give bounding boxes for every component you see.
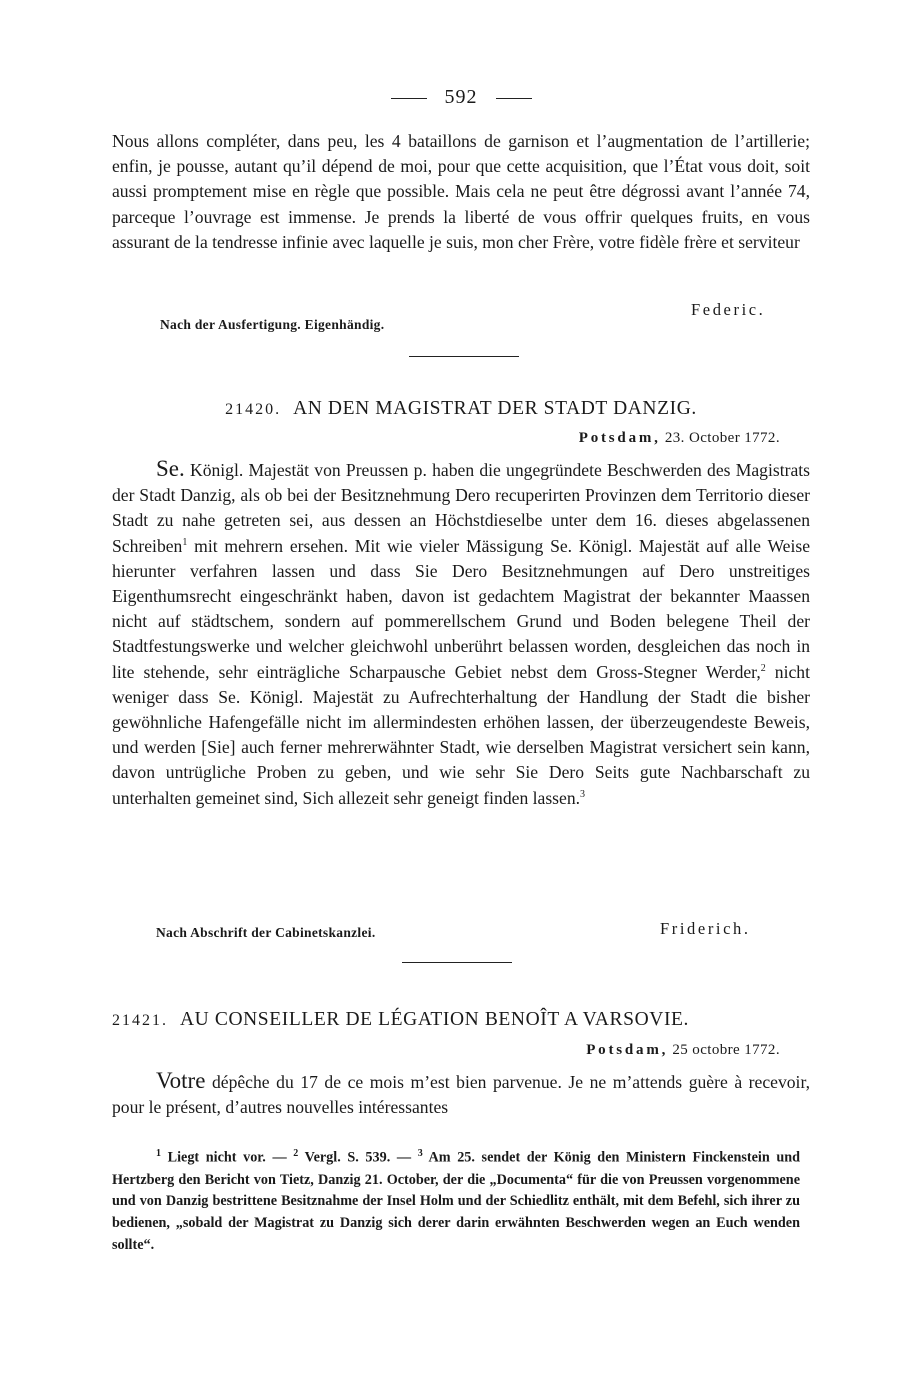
previous-letter-source: Nach der Ausfertigung. Eigenhändig. [160,317,385,332]
letter-21421-heading [112,1009,810,1031]
footnotes [112,1143,800,1257]
letter-21421-date: 25 octobre 1772. [672,1042,780,1058]
letter-21421-initial: Votre [156,1068,206,1093]
page-number-dash-left [391,98,427,99]
letter-21421-text: dépêche du 17 de ce mois m’est bien parvenue. Je ne m’attends guère à recevoir, pour le présent, d’autres nouvelles intéressantes [112,1072,810,1118]
footnote-1-text: Liegt nicht vor. — [167,1149,287,1166]
letter-21420-signature: Friderich. [660,919,751,938]
letter-21420-dateline [579,430,780,447]
footnote-3-text: Am 25. sendet der König den Ministern Finckenstein und Hertzberg den Bericht von Tietz, Danzig 21. October, der die „Documenta“ für die von Preussen vorgenommene und von Danzig bestrittene Besitznahme der Insel Holm und der Schiedlitz enthält, mit dem Befehl, sich ihrer zu bedienen, „sobald der Magistrat zu Danzig sich derer darin erwähnten Beschwerden wegen an Euch wenden sollte“. [112,1149,801,1253]
letter-21420-text-1: Königl. Majestät von Preussen p. haben die ungegründete Beschwerden des Magistrats der Stadt Danzig, als ob bei der Besitznehmung Dero recuperirten Provinzen dem Territorio dieser Stadt zu nahe getreten sei, aus dessen an Höchstdieselbe unter dem 16. dieses abgelassenen Schreiben [112,460,810,556]
separator-rule-1 [409,356,519,357]
footnote-1-number: 1 [156,1148,161,1159]
letter-21420-initial: Se. [156,456,185,481]
letter-21420-text-3: nicht weniger dass Se. Königl. Majestät zu Aufrechterhaltung der Handlung der Stadt die bisher gewöhnliche Hafengefälle nicht im allermindesten erhöhen lassen, der überzeugendeste Beweis, und werden [Sie] auch ferner mehrerwähnter Stadt, wie derselben Magistrat versichert sein kann, davon untrügliche Proben zu geben, und wie sehr Sie Dero Seits gute Nachbarschaft zu unterhalten gemeinet sind, Sich allezeit sehr geneigt finden lassen. [112,661,810,808]
letter-21421-body [112,1068,810,1120]
letter-21421-place: Potsdam, [586,1042,669,1058]
page-number-dash-right [496,98,532,99]
previous-letter-text: Nous allons compléter, dans peu, les 4 bataillons de garnison et l’augmentation de l’artillerie; enfin, je pousse, autant qu’il dépend de moi, pour que cette acquisition, que l’État vous doit, soit aussi promptement mise en règle que possible. Mais cela ne peut être dégrossi avant l’année 74, parceque l’ouvrage est immense. Je prends la liberté de vous offrir quelques fruits, en vous assurant de la tendresse infinie avec laquelle je suis, mon cher Frère, votre fidèle frère et serviteur [112,131,810,252]
footnote-ref-3: 3 [580,788,586,800]
page-number [112,86,810,109]
footnote-2-text: Vergl. S. 539. — [304,1149,412,1166]
letter-21421-title: AU CONSEILLER DE LÉGATION BENOÎT A VARSOVIE. [180,1009,690,1030]
letter-21420-title: AN DEN MAGISTRAT DER STADT DANZIG. [293,398,697,419]
separator-rule-2 [402,962,512,963]
document-page [112,0,810,1392]
letter-21420-body [112,456,810,811]
previous-letter-signature: Federic. [691,300,766,319]
letter-21421-number: 21421. [112,1012,168,1029]
page-number-text: 592 [444,86,478,108]
footnote-2-number: 2 [293,1148,299,1159]
letter-21420-number: 21420. [225,401,282,418]
letter-21420-date: 23. October 1772. [664,430,780,446]
footnote-ref-2: 2 [760,662,766,674]
footnote-3-number: 3 [417,1148,423,1159]
letter-21420-place: Potsdam, [578,430,661,446]
letter-21420-source: Nach Abschrift der Cabinetskanzlei. [156,925,376,940]
letter-21420-text-2: mit mehrern ersehen. Mit wie vieler Mässigung Se. Königl. Majestät auf alle Weise hierunter verfahren lassen und dass Sie Dero Besitznehmungen auf Dero unstreitiges Eigenthumsrecht eingeschränkt haben, davon ist gedachtem Magistrat der bekannter Maassen nicht auf städtschem, sondern auf pommerellschem Grund und Boden belegene Theil der Stadtfestungswerke und welcher gleichwohl unberührt belassen worden, desgleichen das noch in lite stehende, sehr einträgliche Scharpausche Gebiet nebst dem Gross-Stegner Werder, [112,535,810,682]
letter-21421-dateline [586,1042,780,1059]
letter-21420-heading [112,398,810,420]
footnote-ref-1: 1 [182,536,188,548]
